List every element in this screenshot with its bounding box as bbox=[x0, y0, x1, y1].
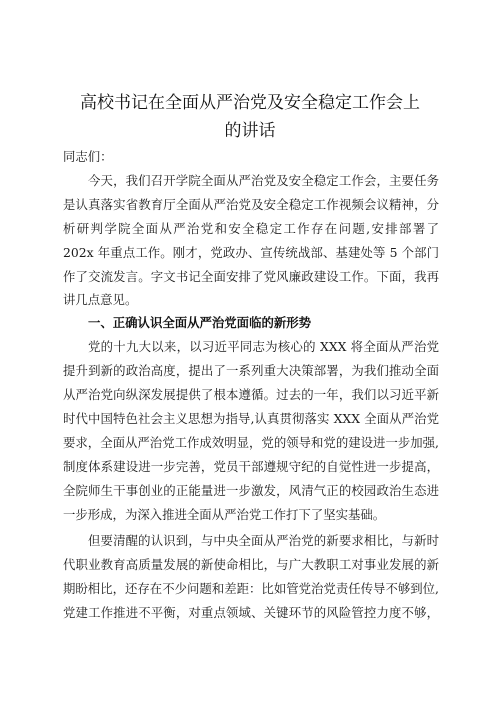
paragraph-2-line: 制度体系建设进一步完善，党员干部遵规守纪的自觉性进一步提高， bbox=[63, 459, 439, 474]
paragraph-2-line: 时代中国特色社会主义思想为指导,认真贯彻落实 XXX 全面从严治党 bbox=[63, 411, 439, 426]
paragraph-3-line: 代职业教育高质量发展的新使命相比，与广大教职工对事业发展的新 bbox=[63, 557, 439, 572]
paragraph-1-line: 析研判学院全面从严治党和安全稳定工作存在问题,安排部署了 bbox=[63, 221, 439, 236]
paragraph-1-line: 202x 年重点工作。刚才，党政办、宣传统战部、基建处等 5 个部门 bbox=[63, 245, 439, 260]
paragraph-3-line: 期盼相比，还存在不少问题和差距：比如管党治党责任传导不够到位, bbox=[63, 581, 439, 596]
paragraph-1-line: 是认真落实省教育厅全面从严治党及安全稳定工作视频会议精神，分 bbox=[63, 197, 439, 212]
paragraph-1-line: 今天，我们召开学院全面从严治党及安全稳定工作会，主要任务 bbox=[88, 173, 439, 188]
paragraph-2-line: 党的十九大以来，以习近平同志为核心的 XXX 将全面从严治党 bbox=[88, 339, 439, 354]
paragraph-3-line: 但要清醒的认识到，与中央全面从严治党的新要求相比，与新时 bbox=[88, 533, 439, 548]
document-title-line-1: 高校书记在全面从严治党及安全稳定工作会上 bbox=[80, 93, 420, 113]
paragraph-2-line: 要求，全面从严治党工作成效明显，党的领导和党的建设进一步加强, bbox=[63, 435, 439, 450]
paragraph-2-line: 一步形成，为深入推进全面从严治党工作打下了坚实基础。 bbox=[63, 507, 386, 522]
document-title-line-2: 的讲话 bbox=[224, 121, 276, 141]
paragraph-3-line: 党建工作推进不平衡，对重点领域、关键环节的风险管控力度不够， bbox=[63, 605, 439, 620]
salutation: 同志们： bbox=[63, 149, 113, 164]
paragraph-2-line: 全院师生干事创业的正能量进一步激发，风清气正的校园政治生态进 bbox=[63, 483, 439, 498]
paragraph-2-line: 从严治党向纵深发展提供了根本遵循。过去的一年，我们以习近平新 bbox=[63, 387, 439, 402]
section-heading-1: 一、正确认识全面从严治党面临的新形势 bbox=[88, 315, 312, 330]
paragraph-1-line: 作了交流发言。字文书记全面安排了党风廉政建设工作。下面，我再 bbox=[63, 269, 439, 284]
paragraph-2-line: 提升到新的政治高度，提出了一系列重大决策部署，为我们推动全面 bbox=[63, 363, 439, 378]
paragraph-1-line: 讲几点意见。 bbox=[63, 292, 138, 307]
